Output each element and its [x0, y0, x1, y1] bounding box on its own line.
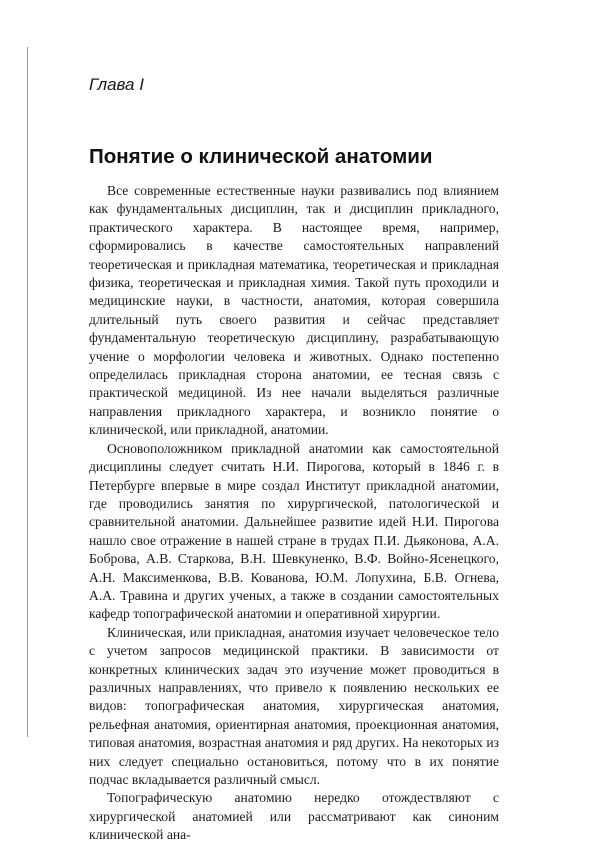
page-margin-rule: [27, 47, 28, 737]
chapter-label: Глава I: [89, 75, 144, 94]
paragraph: Топографическую анатомию нередко отождествляют с хирургической анатомией или рассматривают как синоним клинической ана-: [89, 790, 499, 843]
paragraph: Основоположником прикладной анатомии как самостоятельной дисциплины следует считать Н.И. Пирогова, который в 1846 г. в Петербурге впервые в мире создал Институт прикладной анатомии, где проводились занятия по хирургической, патологической и сравнительной анатомии. Дальнейшее развитие идей Н.И. Пирогова нашло свое отражение в нашей стране в трудах П.И. Дьяконова, А.А. Боброва, А.В. Старкова, В.Н. Шевкуненко, В.Ф. Войно-Ясенецкого, А.Н. Максименкова, В.В. Кованова, Ю.М. Лопухина, Б.В. Огнева, А.А. Травина и других ученых, а также в создании самостоятельных кафедр топографической анатомии и оперативной хирургии.: [89, 440, 499, 622]
paragraph: Клиническая, или прикладная, анатомия изучает человеческое тело с учетом запросов медицинской практики. В зависимости от конкретных клинических задач это изучение может проводиться в различных направлениях, что привело к появлению нескольких ее видов: топографическая анатомия, хирургическая анатомия, рельефная анатомия, ориентирная анатомия, проекционная анатомия, типовая анатомия, возрастная анатомия и ряд других. На некоторых из них следует специально остановиться, потому что в их понятие подчас вкладывается различный смысл.: [89, 624, 499, 787]
section-title: Понятие о клинической анатомии: [89, 145, 433, 168]
paragraph: Все современные естественные науки развивались под влиянием как фундаментальных дисциплин, так и дисциплин прикладного, практического характера. В настоящее время, например, сформировались в качестве самостоятельных направлений теоретическая и прикладная математика, теоретическая и прикладная физика, теоретическая и прикладная химия. Такой путь проходили и медицинские науки, в частности, анатомия, которая совершила длительный путь своего развития и сейчас представляет фундаментальную теоретическую дисциплину, разрабатывающую учение о морфологии человека и животных. Однако постепенно определилась прикладная сторона анатомии, ее тесная связь с практической медициной. Из нее начали выделяться различные направления прикладного характера, и возникло понятие о клинической, или прикладной, анатомии.: [89, 183, 499, 438]
body-text: [89, 182, 499, 845]
